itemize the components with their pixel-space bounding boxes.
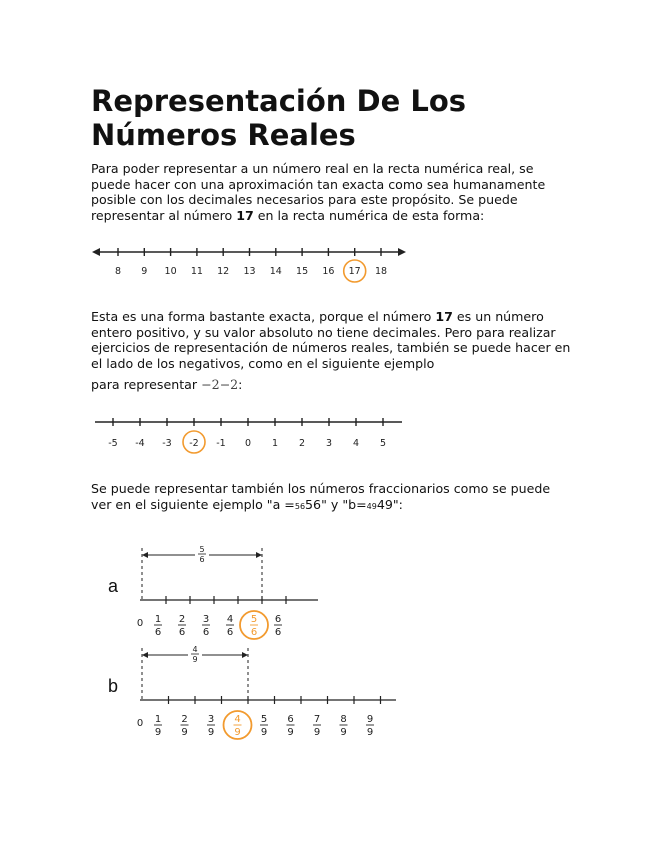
tick-label: 9: [141, 266, 148, 277]
span-fraction-denominator: 9: [192, 655, 198, 664]
tick-label: -5: [108, 438, 118, 449]
fraction-set-label: a: [108, 576, 119, 596]
fraction-denominator: 6: [274, 627, 282, 638]
fraction-numerator: 2: [181, 714, 188, 725]
arrow-right-icon: [242, 652, 248, 658]
fraction-numerator: 2: [178, 614, 186, 625]
tick-label: 1: [271, 438, 279, 449]
fraction-denominator: 9: [313, 727, 321, 738]
fraction-numerator: 4: [226, 614, 234, 625]
tick-label: 2: [298, 438, 306, 449]
span-fraction-numerator: 5: [199, 545, 205, 554]
fraction-numerator: 9: [366, 714, 374, 725]
tick-label: 10: [164, 266, 177, 277]
tick-label: 8: [114, 266, 122, 277]
arrow-left-icon: [142, 652, 148, 658]
tick-label: 13: [243, 266, 256, 277]
arrow-left-icon: [142, 552, 148, 558]
paragraph-fractions: Se puede representar también los números fraccionarios como se puede ver en el siguiente ejemplo "a =5656" y "b=4949":: [91, 481, 551, 512]
tick-label: 15: [296, 266, 309, 277]
tick-label: 3: [325, 438, 333, 449]
span-fraction-numerator: 4: [192, 645, 198, 654]
fraction-denominator: 6: [178, 627, 186, 638]
number-17-inline: 17: [435, 309, 453, 324]
tick-label: 18: [374, 266, 388, 277]
fraction-numerator: 5: [260, 714, 268, 725]
fraction-denominator: 6: [202, 627, 210, 638]
page-title: Representación De Los Números Reales: [91, 84, 467, 152]
tick-label: -3: [162, 438, 172, 449]
fraction-denominator: 9: [260, 727, 268, 738]
fraction-numerator: 6: [287, 714, 294, 725]
fraction-denominator: 6: [250, 627, 258, 638]
fraction-numerator: 8: [340, 714, 347, 725]
fraction-denominator: 9: [366, 727, 374, 738]
fraction-set-label: b: [108, 676, 119, 696]
tick-label: 4: [352, 438, 360, 449]
span-fraction-denominator: 6: [199, 555, 205, 564]
tick-label: 14: [269, 266, 282, 277]
fraction-numerator: 3: [207, 714, 215, 725]
fraction-denominator: 9: [287, 727, 294, 738]
zero-label: 0: [136, 718, 144, 729]
tick-label: 16: [322, 266, 335, 277]
tick-label: -4: [135, 438, 145, 449]
fraction-numerator: 5: [250, 614, 258, 625]
fraction-denominator: 6: [226, 627, 234, 638]
fraction-numerator: 3: [202, 614, 210, 625]
tick-label: -1: [216, 438, 226, 449]
tick-label: 17: [348, 266, 361, 277]
fraction-denominator: 6: [154, 627, 162, 638]
tick-label: 5: [379, 438, 387, 449]
tick-label: 12: [217, 266, 230, 277]
fraction-denominator: 9: [154, 727, 162, 738]
fraction-numerator: 1: [154, 714, 162, 725]
fraction-numerator: 6: [274, 614, 282, 625]
paragraph-explanation: Esta es una forma bastante exacta, porque el número 17 es un número entero positivo, y su valor absoluto no tiene decimales. Pero para realizar ejercicios de representación de números reales, también se puede hacer en el lado de los negativos, como en el siguiente ejemplo para representar −2−2:: [91, 309, 571, 392]
tick-label: -2: [189, 438, 199, 449]
arrow-right-icon: [256, 552, 262, 558]
paragraph-intro: Para poder representar a un número real en la recta numérica real, se puede hacer con una aproximación tan exacta como sea humanamente posible con los decimales necesarios para este propósito. Se puede representar al número 17 en la recta numérica de esta forma:: [91, 161, 546, 223]
fraction-denominator: 9: [181, 727, 188, 738]
tick-label: 11: [190, 266, 203, 277]
arrow-left-icon: [92, 248, 100, 256]
fraction-diagram: [100, 540, 410, 750]
fraction-numerator: 4: [234, 714, 241, 725]
fraction-numerator: 7: [313, 714, 321, 725]
zero-label: 0: [136, 618, 144, 629]
math-expression: −2−2: [201, 377, 239, 392]
arrow-right-icon: [398, 248, 406, 256]
number-17: 17: [236, 207, 254, 223]
number-line-positive: [90, 240, 410, 285]
fraction-denominator: 9: [340, 727, 347, 738]
fraction-numerator: 1: [154, 614, 162, 625]
fraction-denominator: 9: [234, 727, 241, 738]
number-line-negative: [90, 410, 410, 455]
tick-label: 0: [244, 438, 252, 449]
fraction-denominator: 9: [207, 727, 215, 738]
